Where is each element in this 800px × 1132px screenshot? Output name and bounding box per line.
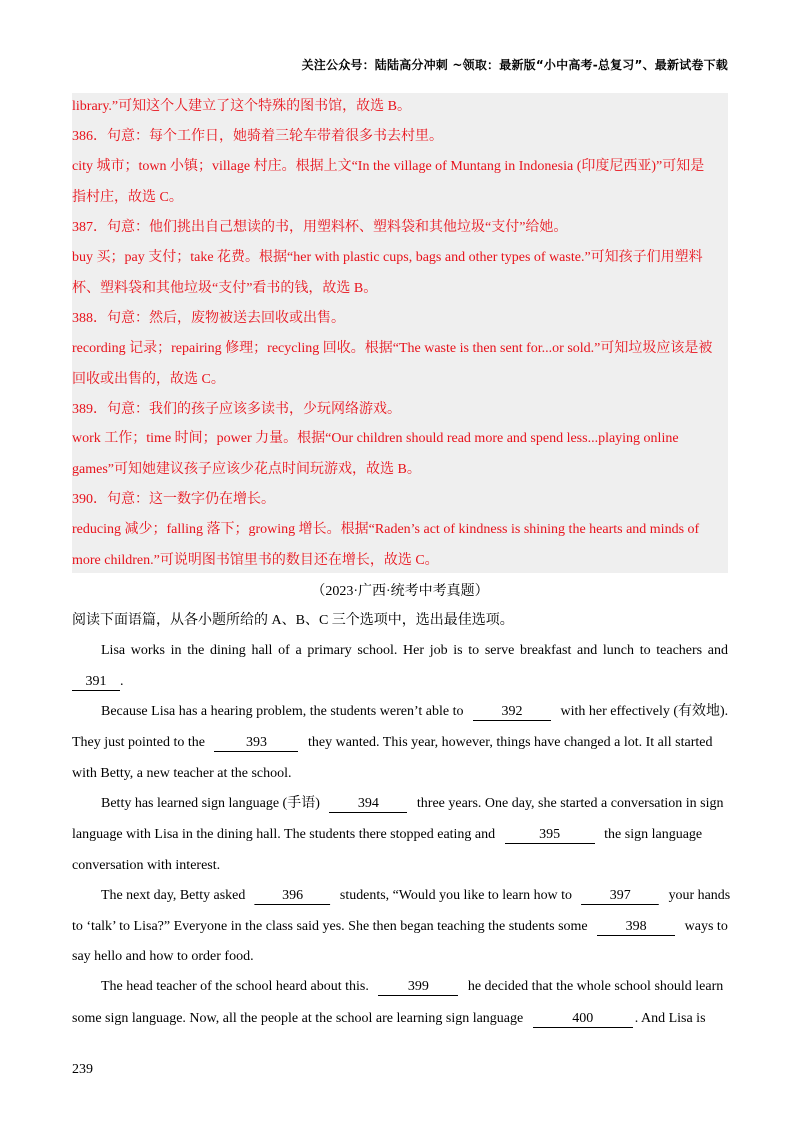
passage-line: language with Lisa in the dining hall. The students there stopped eating and 395 the sign language — [72, 827, 703, 842]
answer-line: 389．句意：我们的孩子应该多读书，少玩网络游戏。 — [72, 402, 401, 417]
passage-line: The head teacher of the school heard about this. 399 he decided that the whole school should learn — [101, 979, 724, 994]
answer-line: buy 买；pay 支付；take 花费。根据“her with plastic cups, bags and other types of waste.”可知孩子们用塑料 — [72, 250, 703, 265]
blank-397[interactable]: 397 — [581, 888, 659, 905]
blank-391[interactable]: 391 — [72, 674, 120, 691]
blank-398[interactable]: 398 — [597, 919, 675, 936]
answer-line: work 工作；time 时间；power 力量。根据“Our children should read more and spend less...playing online — [72, 431, 679, 446]
passage-line: conversation with interest. — [72, 858, 221, 873]
answer-line: recording 记录；repairing 修理；recycling 回收。根据“The waste is then sent for...or sold.”可知垃圾应该是被 — [72, 341, 713, 356]
blank-392[interactable]: 392 — [473, 704, 551, 721]
answer-line: city 城市；town 小镇；village 村庄。根据上文“In the village of Muntang in Indonesia (印度尼西亚)”可知是 — [72, 159, 705, 174]
blank-394[interactable]: 394 — [329, 796, 407, 813]
answer-line: 回收或出售的，故选 C。 — [72, 372, 225, 387]
answer-line: 388．句意：然后，废物被送去回收或出售。 — [72, 311, 345, 326]
passage-line: Lisa works in the dining hall of a primary school. Her job is to serve breakfast and lunch to teachers and — [101, 643, 728, 658]
passage-line: Betty has learned sign language (手语) 394 three years. One day, she started a conversation in sign — [101, 796, 724, 811]
blank-396[interactable]: 396 — [255, 888, 331, 905]
passage-line: 391 . — [72, 672, 124, 692]
blank-400[interactable]: 400 — [533, 1011, 633, 1028]
answer-line: library.”可知这个人建立了这个特殊的图书馆，故选 B。 — [72, 99, 411, 114]
page-header: 关注公众号：陆陆高分冲刺 ~领取：最新版“小中高考-总复习”、最新试卷下载 — [301, 58, 728, 72]
exam-source: （2023·广西·统考中考真题） — [311, 584, 489, 599]
answer-line: 387．句意：他们挑出自己想读的书，用塑料杯、塑料袋和其他垃圾“支付”给她。 — [72, 220, 568, 235]
answer-line: 杯、塑料袋和其他垃圾“支付”看书的钱，故选 B。 — [72, 281, 378, 296]
answer-line: games”可知她建议孩子应该少花点时间玩游戏，故选 B。 — [72, 462, 421, 477]
passage-line: They just pointed to the 393 they wanted. This year, however, things have changed a lot. It all started — [72, 735, 713, 750]
answer-line: reducing 减少；falling 落下；growing 增长。根据“Raden’s act of kindness is shining the hearts and minds of — [72, 522, 700, 537]
answer-line: more children.”可说明图书馆里书的数目还在增长，故选 C。 — [72, 553, 439, 568]
page-number: 239 — [72, 1062, 93, 1077]
passage-line: The next day, Betty asked 396 students, “Would you like to learn how to 397 your hands — [101, 888, 731, 903]
passage-line: say hello and how to order food. — [72, 949, 254, 964]
passage-line: with Betty, a new teacher at the school. — [72, 766, 292, 781]
instruction: 阅读下面语篇，从各小题所给的 A、B、C 三个选项中，选出最佳选项。 — [72, 613, 514, 628]
answer-line: 指村庄，故选 C。 — [72, 190, 183, 205]
blank-393[interactable]: 393 — [214, 735, 298, 752]
answer-line: 386．句意：每个工作日，她骑着三轮车带着很多书去村里。 — [72, 129, 443, 144]
blank-399[interactable]: 399 — [378, 979, 458, 996]
passage-line: Because Lisa has a hearing problem, the students weren’t able to 392 with her effectively (有效地). — [101, 704, 729, 719]
passage-line: some sign language. Now, all the people at the school are learning sign language 400 . And Lisa is — [72, 1011, 706, 1026]
answer-line: 390．句意：这一数字仍在增长。 — [72, 492, 275, 507]
blank-395[interactable]: 395 — [505, 827, 595, 844]
passage-line: to ‘talk’ to Lisa?” Everyone in the class said yes. She then began teaching the students some 398 ways to — [72, 919, 728, 934]
